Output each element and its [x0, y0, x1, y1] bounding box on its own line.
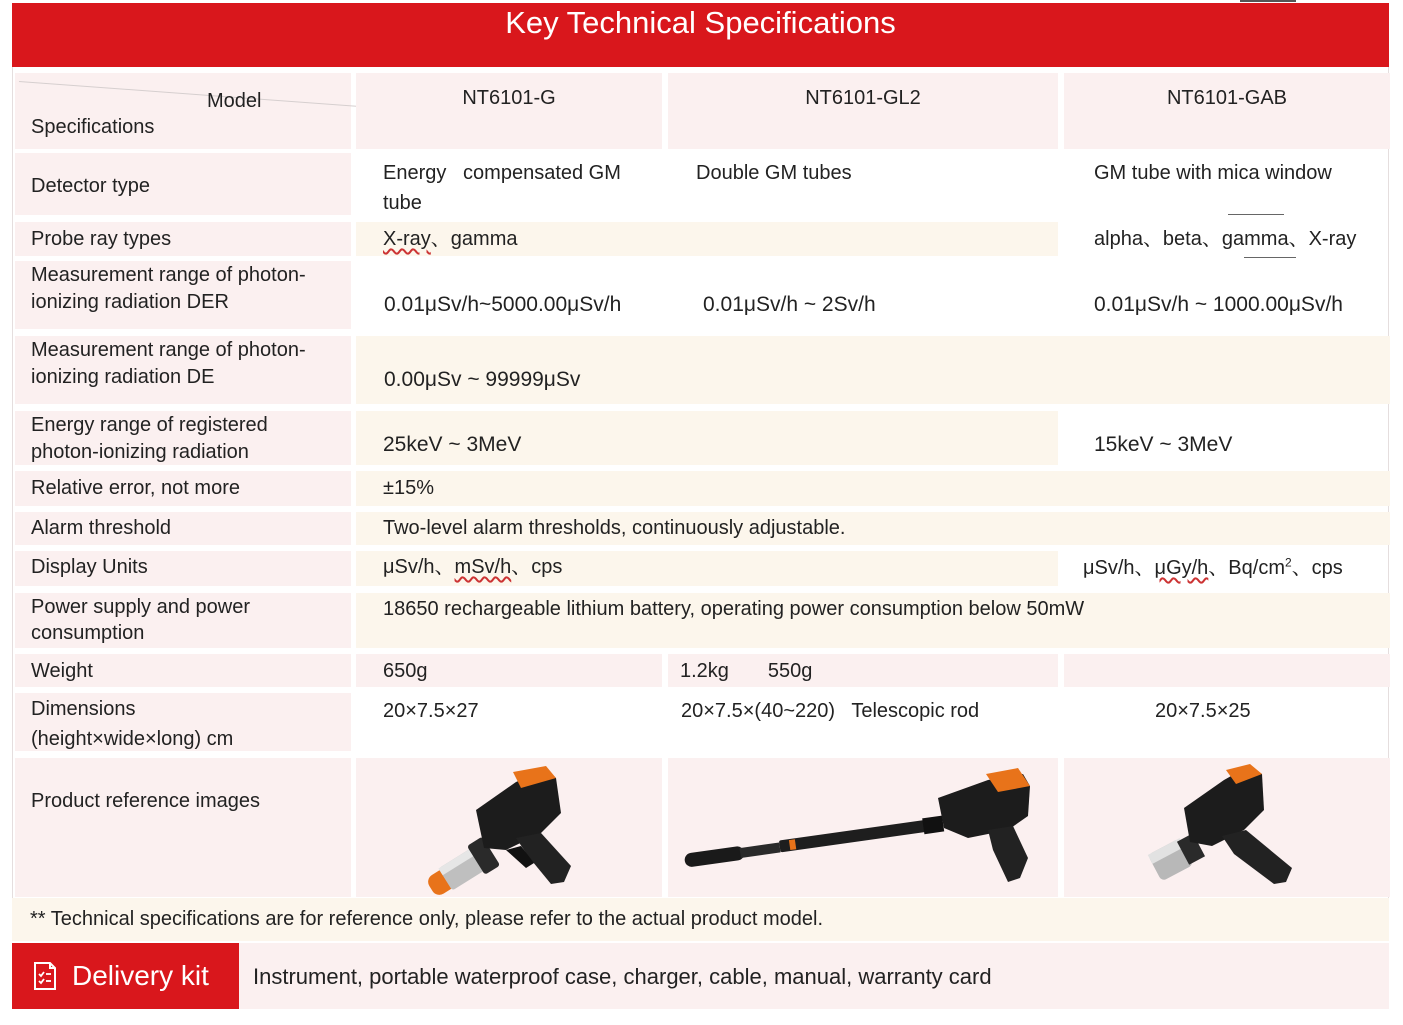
error-all: ±15%: [383, 477, 435, 499]
spec-row-power: [13, 593, 1390, 648]
diagonal-divider: [19, 81, 358, 107]
units-gab-usv: μSv/h、: [1083, 557, 1155, 579]
spec-row-units: Display Units μSv/h、mSv/h、cps μSv/h、μGy/h、$Bq/cm^2$、cps: [13, 551, 1390, 586]
page-title: Key Technical Specifications: [12, 3, 1389, 67]
row-label-line2: consumption: [31, 622, 145, 644]
der-gl2: 0.01μSv/h ~ 2Sv/h: [703, 293, 876, 316]
spec-row-probe: [13, 222, 1390, 256]
delivery-kit-label: Delivery kit: [72, 960, 209, 991]
model-header-gl2: NT6101-GL2: [668, 73, 1058, 149]
energy-g-gl2: 25keV ~ 3MeV: [383, 433, 522, 456]
product-image-g: [356, 758, 662, 897]
row-label-line2: ionizing radiation DE: [31, 366, 215, 388]
units-gab-cps: 、cps: [1291, 557, 1343, 579]
spec-row-weight: [13, 654, 1390, 687]
product-image-gl2: [668, 758, 1058, 897]
delivery-kit-bar: [12, 943, 1389, 1009]
model-header-label: Model: [207, 90, 262, 112]
spec-row-dimensions: [13, 693, 1390, 751]
spec-row-images: [13, 758, 1390, 897]
row-label: Product reference images: [31, 790, 261, 812]
row-label: Display Units: [31, 556, 148, 578]
telescopic-meter-image: [668, 758, 1058, 897]
specifications-header-label: Specifications: [31, 116, 155, 138]
row-label: Alarm threshold: [31, 517, 172, 539]
top-edge-mark: [1240, 0, 1296, 2]
header-row: [13, 73, 1390, 149]
alarm-all: Two-level alarm thresholds, continuously adjustable.: [383, 517, 846, 539]
detector-gab: GM tube with mica window: [1094, 162, 1332, 184]
probe-g-xray: X-ray: [383, 228, 431, 250]
row-label-line2: (height×wide×long) cm: [31, 728, 234, 750]
de-all: 0.00μSv ~ 99999μSv: [384, 368, 581, 391]
spec-row-detector: [13, 153, 1390, 215]
probe-gab-beta: 、beta: [1142, 228, 1202, 250]
spec-row-error: [13, 471, 1390, 506]
row-label-line1: Energy range of registered: [31, 414, 268, 436]
probe-gab-gamma: 、gamma: [1201, 228, 1289, 250]
energy-gab: 15keV ~ 3MeV: [1094, 433, 1233, 456]
detector-g-line2: tube: [383, 192, 422, 214]
spec-row-de: [13, 336, 1390, 404]
units-gab-ugy: μGy/h: [1154, 557, 1209, 579]
row-label-line2: photon-ionizing radiation: [31, 441, 249, 463]
dimensions-gl2: 20×7.5×(40~220) Telescopic rod: [681, 700, 980, 722]
row-label: Probe ray types: [31, 228, 172, 250]
row-label: Relative error, not more: [31, 477, 240, 499]
model-header-gab: NT6101-GAB: [1064, 73, 1390, 149]
spec-row-energy: [13, 411, 1390, 465]
spec-table: [12, 67, 1389, 941]
row-label-line1: Dimensions: [31, 698, 136, 720]
detector-gl2: Double GM tubes: [696, 162, 852, 184]
spec-row-alarm: [13, 512, 1390, 545]
row-label-line1: Power supply and power: [31, 596, 251, 618]
units-gab-bq: 、Bq/cm: [1208, 557, 1285, 579]
detector-gab-underline: [1228, 214, 1284, 215]
der-g: 0.01μSv/h~5000.00μSv/h: [384, 293, 622, 316]
weight-g: 650g: [383, 660, 428, 682]
delivery-kit-contents: Instrument, portable waterproof case, charger, cable, manual, warranty card: [253, 964, 992, 989]
checklist-icon: [32, 960, 58, 992]
row-label-line1: Measurement range of photon-: [31, 264, 306, 286]
probe-g-gamma: 、gamma: [430, 228, 518, 250]
probe-gab-alpha: alpha: [1094, 228, 1143, 250]
detector-g-line1: Energy compensated GM: [383, 162, 621, 184]
probe-gab-xray: 、X-ray: [1288, 228, 1357, 250]
row-label: Detector type: [31, 175, 150, 197]
footnote: ** Technical specifications are for reference only, please refer to the actual product model.: [12, 898, 1389, 941]
units-g-usv: μSv/h: [383, 556, 435, 578]
spec-row-der: [13, 261, 1390, 329]
delivery-kit-tag: [12, 943, 239, 1009]
row-label-line2: ionizing radiation DER: [31, 291, 229, 313]
der-gab: 0.01μSv/h ~ 1000.00μSv/h: [1094, 293, 1343, 316]
dimensions-gab: 20×7.5×25: [1155, 700, 1251, 722]
row-label-line1: Measurement range of photon-: [31, 339, 306, 361]
dimensions-g: 20×7.5×27: [383, 700, 479, 722]
units-g-cps: 、cps: [511, 556, 563, 578]
weight-gl2: 1.2kg 550g: [680, 660, 813, 682]
header-corner-cell: [15, 73, 351, 149]
alpha-beta-meter-image: [1064, 758, 1390, 897]
radiation-meter-image: [356, 758, 662, 897]
product-image-gab: [1064, 758, 1390, 897]
units-g-msv: mSv/h: [454, 556, 512, 578]
probe-gab-underline: [1244, 257, 1296, 258]
units-gab-sup: 2: [1285, 555, 1292, 570]
row-label: Weight: [31, 660, 93, 682]
model-header-g: NT6101-G: [356, 73, 662, 149]
power-all: 18650 rechargeable lithium battery, operating power consumption below 50mW: [383, 598, 1085, 620]
